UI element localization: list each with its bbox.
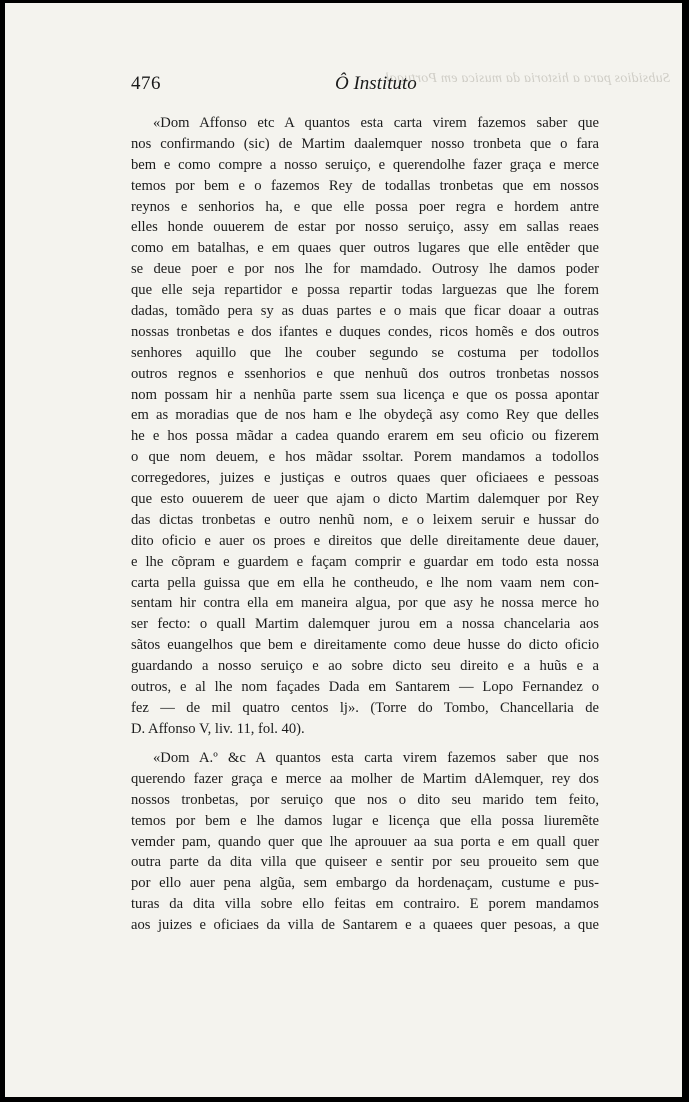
text-line: senhores aquillo que lhe couber segundo se costuma per todollos [131, 344, 599, 361]
text-line: «Dom A.º &c A quantos esta carta virem fazemos saber que nos [153, 750, 599, 766]
text-line: como em batalhas, e em quaes quer outros lugares que elle entẽder que [131, 240, 599, 257]
paragraph-1 [131, 113, 599, 740]
running-title: Ô Instituto [335, 73, 417, 94]
text-line: o que nom deuem, e hos mãdar ssoltar. Porem mandamos a todollos [131, 449, 599, 466]
text-line: bem e como compre a nosso seruiço, e querendolhe fazer graça e merce [131, 156, 599, 173]
text-line: aos juizes e oficiaes da villa de Santarem e a quaees quer pesoas, a que [131, 917, 599, 934]
text-line: vemder pam, quando quer que lhe aprouuer aa sua porta e em quall quer [131, 833, 599, 850]
text-line: nos confirmando (sic) de Martim daalemquer nosso tronbeta que o fara [131, 135, 599, 152]
text-line: das dictas tronbetas e outro nenhũ nom, e o leixem seruir e hussar do [131, 511, 599, 528]
text-line: sãtos euangelhos que bem e direitamente como deue husse do dicto oficio [131, 637, 599, 654]
text-line: se deue poer e por nos lhe for mamdado. Outrosy lhe damos poder [131, 261, 599, 278]
text-line: he e hos possa mãdar a cadea quando erarem em seu oficio ou fizerem [131, 428, 599, 445]
text-line: ser fecto: o quall Martim dalemquer jurou em a nossa chancelaria aos [131, 616, 599, 633]
text-line: «Dom Affonso etc A quantos esta carta virem fazemos saber que [153, 115, 599, 131]
text-line: temos por bem e o fazemos Rey de todallas tronbetas que em nossos [131, 177, 599, 194]
text-line: outros, e al lhe nom façades Dada em Santarem — Lopo Fernandez o [131, 679, 599, 696]
text-line: reynos e senhorios ha, e que elle possa poer regra e hordem antre [131, 198, 599, 215]
text-line: nossos tronbetas, por seruiço que nos o dito seu marido tem feito, [131, 791, 599, 808]
text-line: carta pella guissa que em ella he contheudo, e lhe nom vaam nem con- [131, 574, 599, 591]
text-line: dadas, tomãdo pera sy as duas partes e o mais que ficar doaar a outras [131, 303, 599, 320]
text-line: turas da dita villa sobre ello feitas em contrairo. E porem mandamos [131, 896, 599, 913]
text-line: temos por bem e lhe damos lugar e licença que ella possa liuremẽte [131, 812, 599, 829]
bleed-through-text: Subsidios para a historia da musica em Portugal [385, 71, 670, 86]
text-line: outros regnos e ssenhorios e que nenhuũ dos outros tronbetas nossos [131, 365, 599, 382]
text-line: que esto ouuerem de ueer que ajam o dicto Martim dalemquer por Rey [131, 491, 599, 508]
text-line: outra parte da dita villa que quiseer e sentir por seu proueito sem que [131, 854, 599, 871]
document-page [5, 3, 682, 1097]
text-line: e lhe cõpram e guardem e façam comprir e guardar em todo esta nossa [131, 553, 599, 570]
text-line: corregedores, juizes e justiças e outros quaes quer oficiaees e pessoas [131, 470, 599, 487]
text-line: fez — de mil quatro centos lj». (Torre do Tombo, Chancellaria de [131, 699, 599, 716]
text-line: em as moradias que de nos ham e lhe obydeçã asy como Rey que delles [131, 407, 599, 424]
text-line: dito oficio e auer os proes e direitos que delle direitamente deue dauer, [131, 532, 599, 549]
text-line: D. Affonso V, liv. 11, fol. 40). [131, 720, 305, 737]
text-line: nom possam hir a nenhũa parte ssem sua licença e que os possa apontar [131, 386, 599, 403]
page-number: 476 [131, 73, 161, 94]
text-line: nossas tronbetas e dos ifantes e duques condes, ricos homẽs e dos outros [131, 323, 599, 340]
text-line: querendo fazer graça e merce aa molher de Martim dAlemquer, rey dos [131, 770, 599, 787]
text-line: que elle seja repartidor e possa repartir todas larguezas que lhe forem [131, 282, 599, 299]
text-line: por ello auer pena algũa, sem embargo da hordenaçam, custume e pus- [131, 875, 599, 892]
paragraph-2 [131, 748, 599, 936]
text-line: guardando a nosso seruiço e ao sobre dicto seu direito e a huũs e a [131, 658, 599, 675]
text-line: elles honde ouuerem de estar por nosso seruiço, assy em sallas reaes [131, 219, 599, 236]
text-line: sentam hir contra ella em maneira algua, por que asy he nossa merce ho [131, 595, 599, 612]
